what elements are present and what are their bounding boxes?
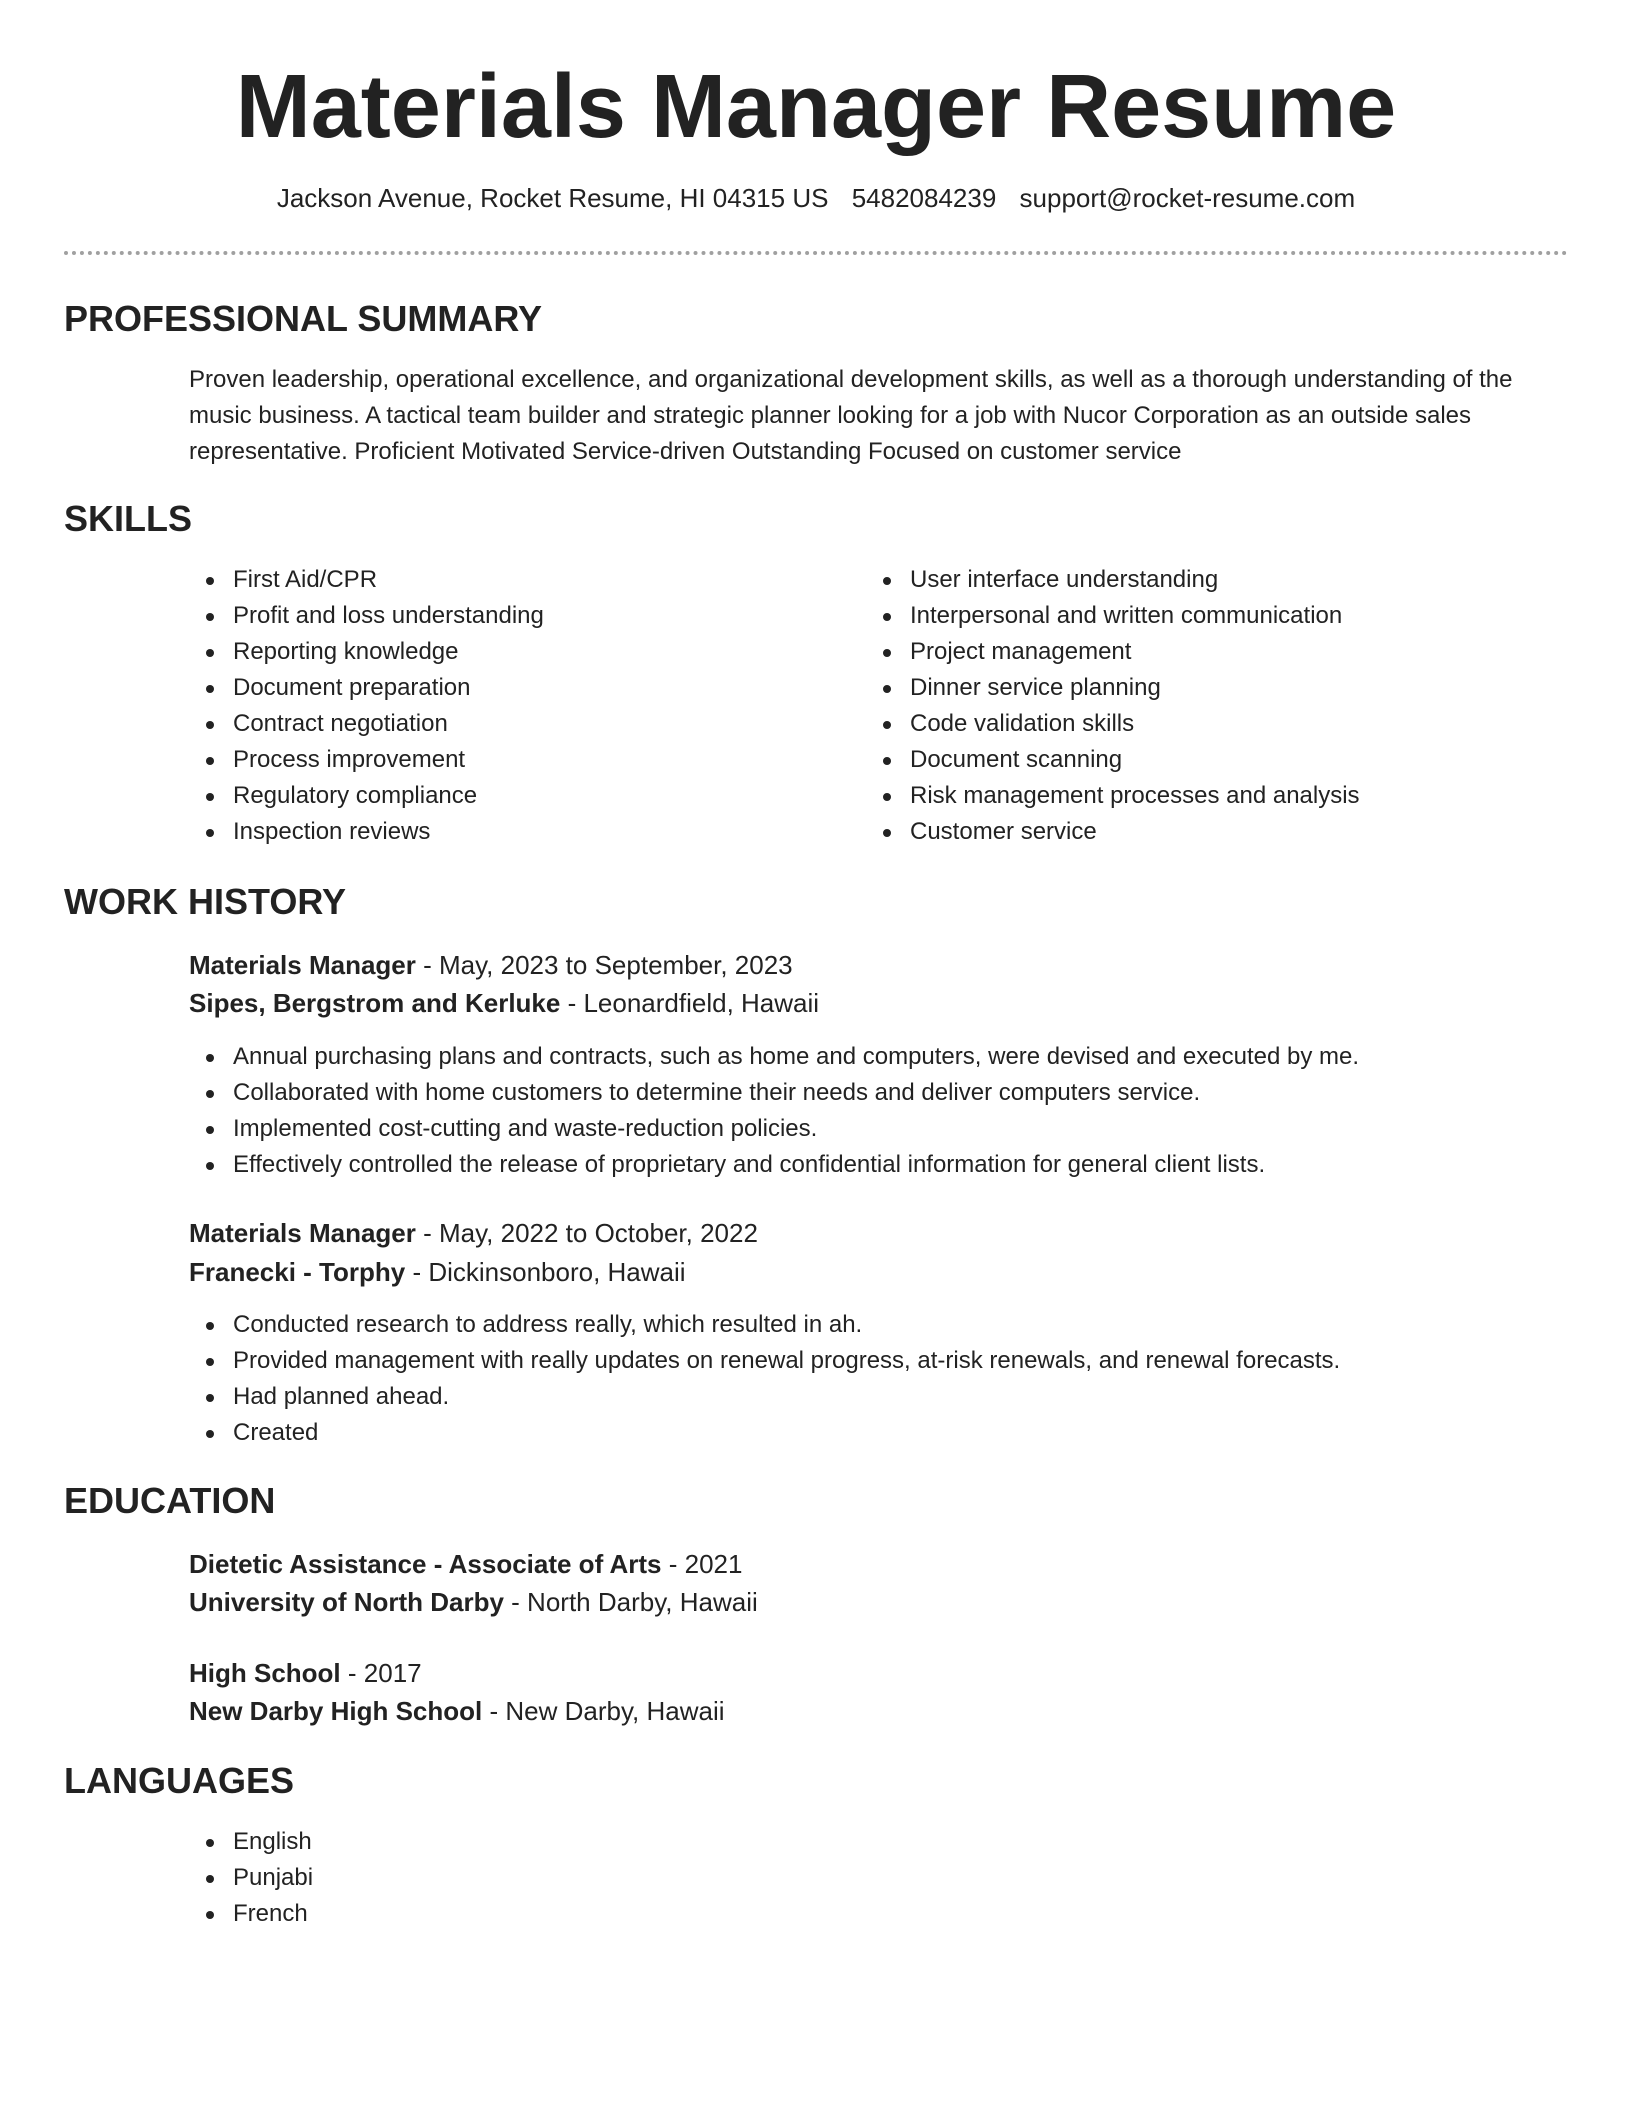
list-item: Created bbox=[189, 1415, 1340, 1451]
contact-info bbox=[0, 180, 1632, 216]
work-history-heading: WORK HISTORY bbox=[64, 881, 347, 922]
list-item: Effectively controlled the release of proprietary and confidential information for general client lists. bbox=[189, 1147, 1359, 1183]
degree-line bbox=[189, 1654, 422, 1692]
list-item: Code validation skills bbox=[866, 706, 1360, 742]
list-item: Punjabi bbox=[189, 1860, 313, 1896]
job-company-line bbox=[189, 1253, 686, 1291]
school-name: University of North Darby bbox=[189, 1587, 504, 1617]
job-title: Materials Manager bbox=[189, 1218, 416, 1248]
list-item: Had planned ahead. bbox=[189, 1379, 1340, 1415]
job-company: Sipes, Bergstrom and Kerluke bbox=[189, 988, 561, 1018]
job-dates: - May, 2022 to October, 2022 bbox=[415, 1218, 758, 1248]
list-item: Interpersonal and written communication bbox=[866, 598, 1360, 634]
list-item: Reporting knowledge bbox=[189, 634, 544, 670]
list-item: Inspection reviews bbox=[189, 814, 544, 850]
skills-list-left bbox=[189, 562, 544, 850]
school-name: New Darby High School bbox=[189, 1696, 483, 1726]
list-item: Annual purchasing plans and contracts, such as home and computers, were devised and executed by me. bbox=[189, 1039, 1359, 1075]
list-item: Dinner service planning bbox=[866, 670, 1360, 706]
list-item: Process improvement bbox=[189, 742, 544, 778]
list-item: Customer service bbox=[866, 814, 1360, 850]
list-item: Conducted research to address really, which resulted in ah. bbox=[189, 1307, 1340, 1343]
list-item: Profit and loss understanding bbox=[189, 598, 544, 634]
contact-address: Jackson Avenue, Rocket Resume, HI 04315 US bbox=[276, 183, 829, 213]
school-location: - New Darby, Hawaii bbox=[482, 1696, 725, 1726]
skills-heading: SKILLS bbox=[64, 498, 193, 539]
list-item: Risk management processes and analysis bbox=[866, 778, 1360, 814]
school-location: - North Darby, Hawaii bbox=[503, 1587, 758, 1617]
degree: Dietetic Assistance - Associate of Arts bbox=[189, 1549, 662, 1579]
list-item: English bbox=[189, 1824, 313, 1860]
degree-line bbox=[189, 1545, 742, 1583]
languages-heading: LANGUAGES bbox=[64, 1760, 295, 1801]
header-divider bbox=[64, 251, 1568, 255]
list-item: Regulatory compliance bbox=[189, 778, 544, 814]
list-item: Collaborated with home customers to determine their needs and deliver computers service. bbox=[189, 1075, 1359, 1111]
page-title: Materials Manager Resume bbox=[235, 57, 1397, 157]
graduation-year: - 2021 bbox=[661, 1549, 743, 1579]
job-location: - Leonardfield, Hawaii bbox=[560, 988, 820, 1018]
job-company-line bbox=[189, 984, 819, 1022]
job-duties-list bbox=[189, 1039, 1359, 1183]
job-title: Materials Manager bbox=[189, 950, 416, 980]
job-title-line bbox=[189, 946, 793, 984]
list-item: First Aid/CPR bbox=[189, 562, 544, 598]
school-line bbox=[189, 1583, 758, 1621]
languages-list bbox=[189, 1824, 313, 1932]
job-location: - Dickinsonboro, Hawaii bbox=[405, 1257, 686, 1287]
list-item: Document preparation bbox=[189, 670, 544, 706]
education-heading: EDUCATION bbox=[64, 1480, 276, 1521]
list-item: French bbox=[189, 1896, 313, 1932]
list-item: Contract negotiation bbox=[189, 706, 544, 742]
job-title-line bbox=[189, 1214, 758, 1252]
list-item: Provided management with really updates on renewal progress, at-risk renewals, and renewal forecasts. bbox=[189, 1343, 1340, 1379]
job-company: Franecki - Torphy bbox=[189, 1257, 406, 1287]
job-dates: - May, 2023 to September, 2023 bbox=[415, 950, 793, 980]
job-duties-list bbox=[189, 1307, 1340, 1451]
list-item: Project management bbox=[866, 634, 1360, 670]
summary-heading: PROFESSIONAL SUMMARY bbox=[64, 298, 543, 339]
degree: High School bbox=[189, 1658, 341, 1688]
skills-list-right bbox=[866, 562, 1360, 850]
contact-phone: 5482084239 bbox=[851, 183, 997, 213]
list-item: Document scanning bbox=[866, 742, 1360, 778]
graduation-year: - 2017 bbox=[340, 1658, 422, 1688]
list-item: Implemented cost-cutting and waste-reduction policies. bbox=[189, 1111, 1359, 1147]
contact-email: support@rocket-resume.com bbox=[1019, 183, 1356, 213]
list-item: User interface understanding bbox=[866, 562, 1360, 598]
summary-text: Proven leadership, operational excellence, and organizational development skills, as well as a thorough understanding of the music business. A tactical team builder and strategic planner looking for a job with Nucor Corporation as an outside sales representative. Proficient Motivated Service-driven Outstanding Focused on customer service bbox=[189, 366, 1513, 465]
school-line bbox=[189, 1692, 725, 1730]
